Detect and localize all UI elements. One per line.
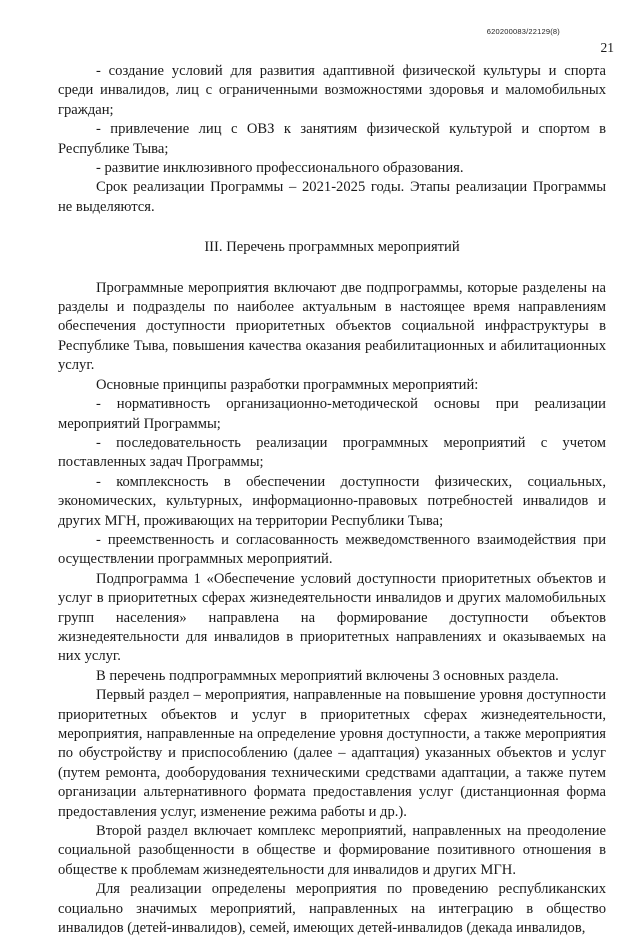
- paragraph: Подпрограмма 1 «Обеспечение условий доступности приоритетных объектов и услуг в приоритетных сферах жизнедеятельности инвалидов и других маломобильных групп населения» направлена на формирование доступности объектов жизнедеятельности для инвалидов в приоритетных направлениях и оказываемых на них услуг.: [58, 570, 606, 665]
- page-number: 21: [600, 40, 614, 55]
- paragraph: Второй раздел включает комплекс мероприятий, направленных на преодоление социальной разобщенности в обществе и формирование позитивного отношения в обществе к проблемам жизнедеятельности для инвалидов и других МГН.: [58, 823, 606, 878]
- paragraph: - нормативность организационно-методической основы при реализации мероприятий Программы;: [58, 396, 606, 432]
- paragraph: Основные принципы разработки программных мероприятий:: [96, 376, 479, 393]
- section-heading: III. Перечень программных мероприятий: [204, 239, 460, 256]
- document-stamp: 620200083/22129(8): [486, 27, 560, 36]
- paragraph: Для реализации определены мероприятия по проведению республиканских социально значимых мероприятий, направленных на интеграцию в общество инвалидов (детей-инвалидов), семей, имеющих детей-инвалидов (декада инвалидов,: [58, 881, 606, 937]
- paragraph: - последовательность реализации программных мероприятий с учетом поставленных задач Программы;: [58, 434, 606, 471]
- paragraph: Срок реализации Программы – 2021-2025 годы. Этапы реализации Программы не выделяются.: [58, 179, 606, 215]
- paragraph: - развитие инклюзивного профессионального образования.: [96, 160, 464, 177]
- paragraph: В перечень подпрограммных мероприятий включены 3 основных раздела.: [96, 667, 559, 684]
- paragraph: Программные мероприятия включают две подпрограммы, которые разделены на разделы и подразделы по наиболее актуальным в настоящее время направлениям обеспечения доступности приоритетных объектов социальной инфраструктуры в Республике Тыва, повышения качества оказания реабилитационных и абилитационных услуг.: [58, 279, 606, 374]
- paragraph: Первый раздел – мероприятия, направленные на повышение уровня доступности приоритетных объектов и услуг в приоритетных сферах жизнедеятельности, мероприятия, направленные на определение уровня доступности, а также мероприятия по обустройству и приспособлению (далее – адаптация) указанных объектов и услуг (путем ремонта, дооборудования техническими средствами адаптации, а также путем организации альтернативного формата предоставления услуг (дистанционная форма предоставления услуг, изменение режима работы и др.).: [58, 687, 606, 820]
- paragraph: - привлечение лиц с ОВЗ к занятиям физической культурой и спортом в Республике Тыва;: [58, 121, 606, 157]
- document-body: [58, 62, 606, 938]
- paragraph: - создание условий для развития адаптивной физической культуры и спорта среди инвалидов, лиц с ограниченными возможностями здоровья и маломобильных граждан;: [58, 63, 606, 118]
- paragraph: - преемственность и согласованность межведомственного взаимодействия при осуществлении программных мероприятий.: [58, 531, 606, 568]
- paragraph: - комплексность в обеспечении доступности физических, социальных, экономических, культурных, информационно-правовых потребностей инвалидов и других МГН, проживающих на территории Республики Тыва;: [58, 473, 606, 529]
